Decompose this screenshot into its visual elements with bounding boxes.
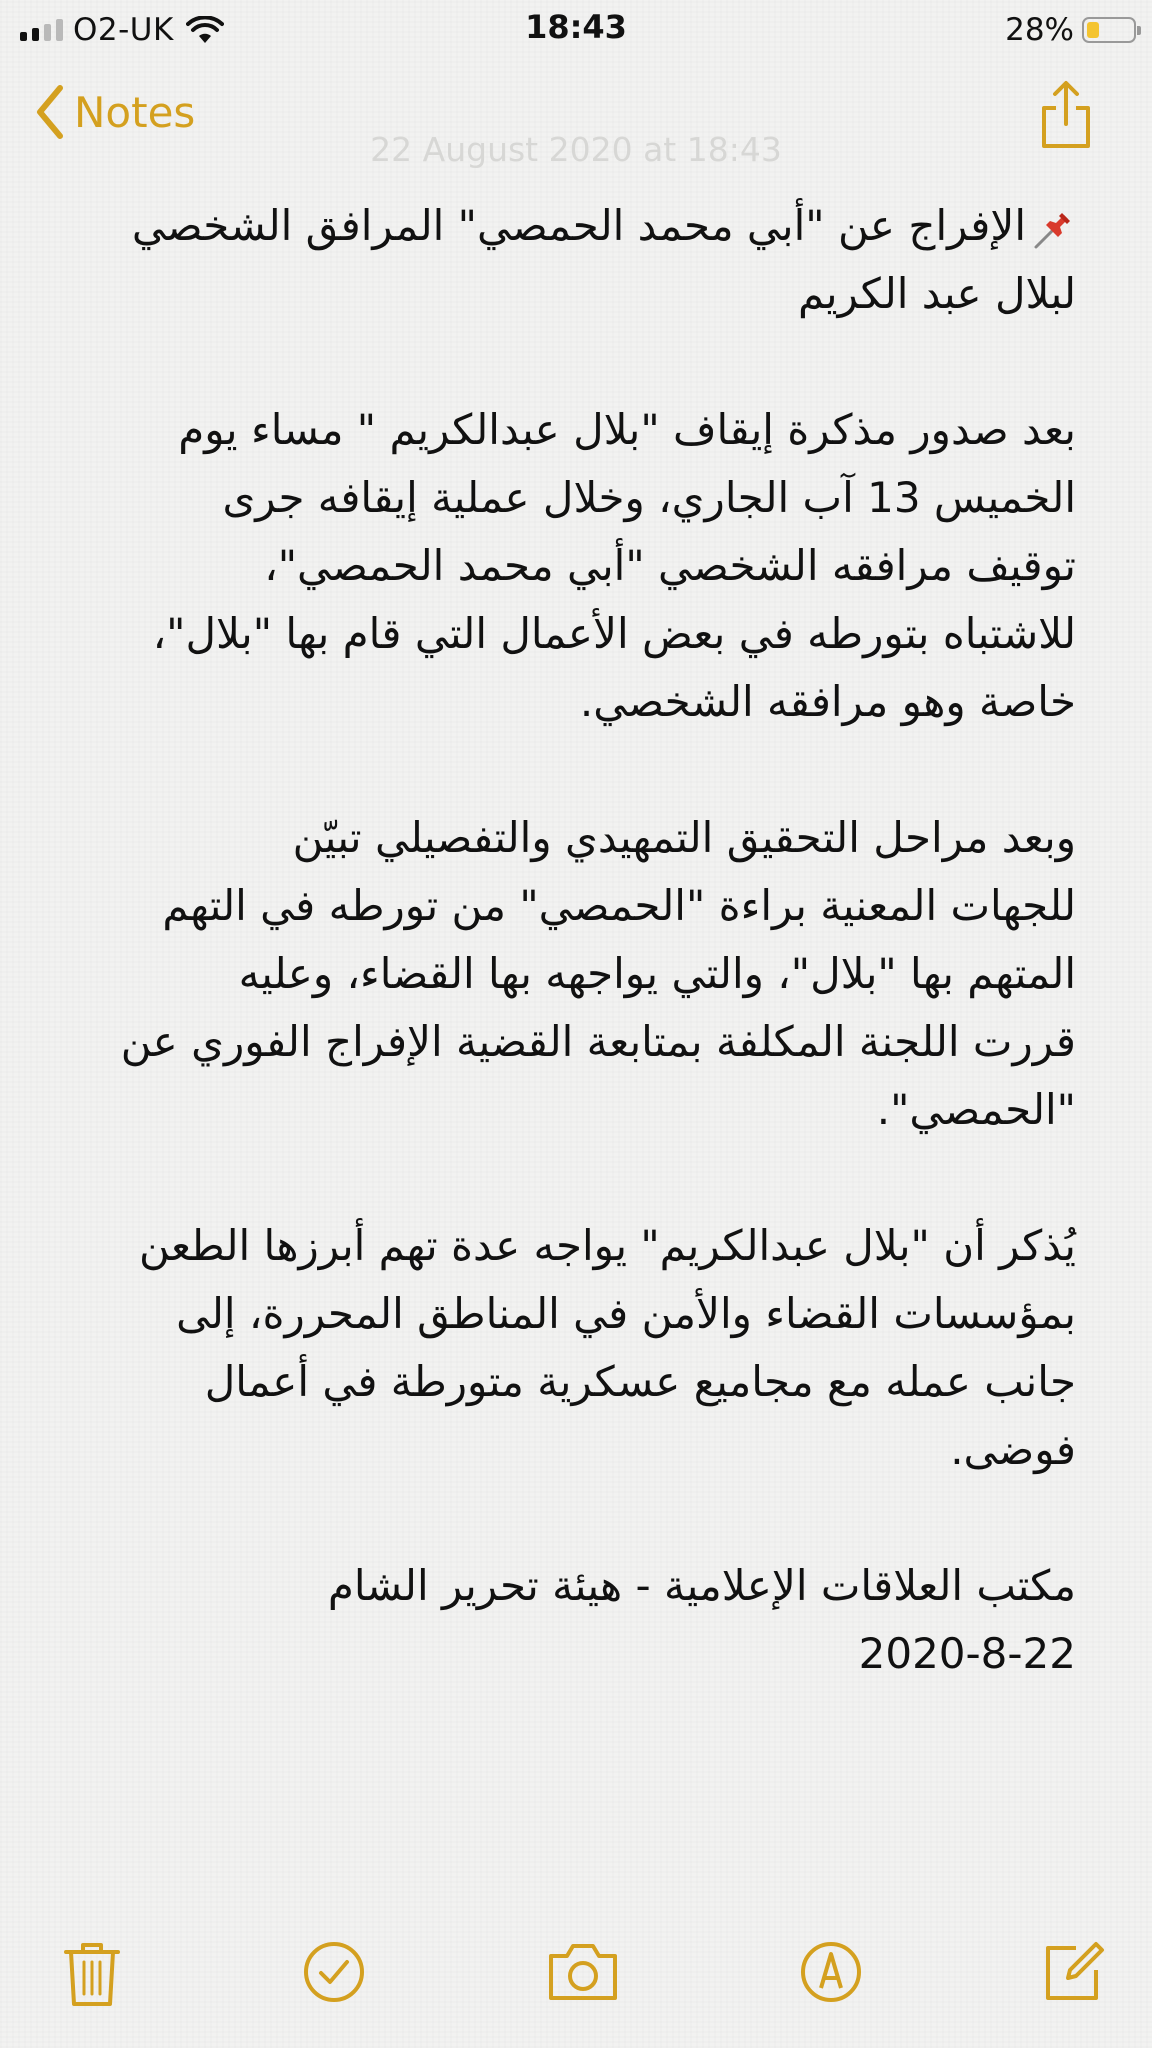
status-time: 18:43 — [525, 8, 627, 46]
paragraph2-line: للجهات المعنية براءة "الحمصي" من تورطه في التهم — [162, 881, 1076, 930]
paragraph-gap — [74, 1484, 1076, 1552]
delete-button[interactable] — [62, 1940, 122, 2012]
bottom-toolbar — [0, 1898, 1152, 2048]
battery-icon — [1082, 17, 1136, 43]
carrier-name: O2-UK — [73, 12, 174, 48]
battery-fill — [1087, 22, 1099, 38]
paragraph1-line: توقيف مرافقه الشخصي "أبي محمد الحمصي"، — [264, 541, 1076, 590]
paragraph3-line: جانب عمله مع مجاميع عسكرية متورطة في أعمال — [204, 1357, 1076, 1406]
note-date: 22 August 2020 at 18:43 — [370, 130, 782, 169]
battery-nub — [1137, 26, 1141, 35]
markup-icon — [799, 1940, 863, 2004]
compose-icon — [1042, 1940, 1106, 2004]
note-title-line-2: لبلال عبد الكريم — [797, 269, 1076, 318]
sign-date: 2020-8-22 — [858, 1629, 1076, 1678]
paragraph1-line: للاشتباه بتورطه في بعض الأعمال التي قام بها "بلال"، — [152, 609, 1076, 658]
paragraph2-line: قررت اللجنة المكلفة بمتابعة القضية الإفراج الفوري عن — [120, 1017, 1076, 1066]
status-right — [1005, 10, 1136, 50]
camera-button[interactable] — [545, 1940, 621, 2008]
paragraph-gap — [74, 736, 1076, 804]
paragraph1-line: خاصة وهو مرافقه الشخصي. — [579, 677, 1076, 726]
compose-button[interactable] — [1042, 1940, 1106, 2008]
paragraph1-line: الخميس 13 آب الجاري، وخلال عملية إيقافه جرى — [222, 473, 1076, 522]
note-title-text: الإفراج عن "أبي محمد الحمصي" المرافق الشخصي — [131, 201, 1026, 250]
paragraph-gap — [74, 1144, 1076, 1212]
paragraph3-line: بمؤسسات القضاء والأمن في المناطق المحررة، إلى — [176, 1289, 1076, 1338]
paragraph3-line: فوضى. — [950, 1425, 1076, 1474]
pushpin-icon — [1032, 207, 1076, 251]
paragraph1-line: بعد صدور مذكرة إيقاف "بلال عبدالكريم " مساء يوم — [178, 405, 1076, 454]
paragraph-gap — [74, 328, 1076, 396]
battery-percent: 28% — [1005, 12, 1074, 48]
signature: مكتب العلاقات الإعلامية - هيئة تحرير الشام — [327, 1561, 1076, 1610]
note-body[interactable] — [74, 192, 1076, 1688]
checklist-icon — [302, 1940, 366, 2004]
camera-icon — [545, 1940, 621, 2004]
paragraph3-line: يُذكر أن "بلال عبدالكريم" يواجه عدة تهم أبرزها الطعن — [139, 1221, 1076, 1270]
trash-icon — [62, 1940, 122, 2008]
note-title-line-1 — [74, 192, 1076, 260]
markup-button[interactable] — [799, 1940, 863, 2008]
checklist-button[interactable] — [302, 1940, 366, 2008]
paragraph2-line: المتهم بها "بلال"، والتي يواجهه بها القضاء، وعليه — [238, 949, 1076, 998]
paragraph2-line: "الحمصي". — [876, 1085, 1076, 1134]
back-label: Notes — [74, 87, 196, 137]
status-bar — [0, 0, 1152, 60]
paragraph2-line: وبعد مراحل التحقيق التمهيدي والتفصيلي تبيّن — [292, 813, 1076, 862]
